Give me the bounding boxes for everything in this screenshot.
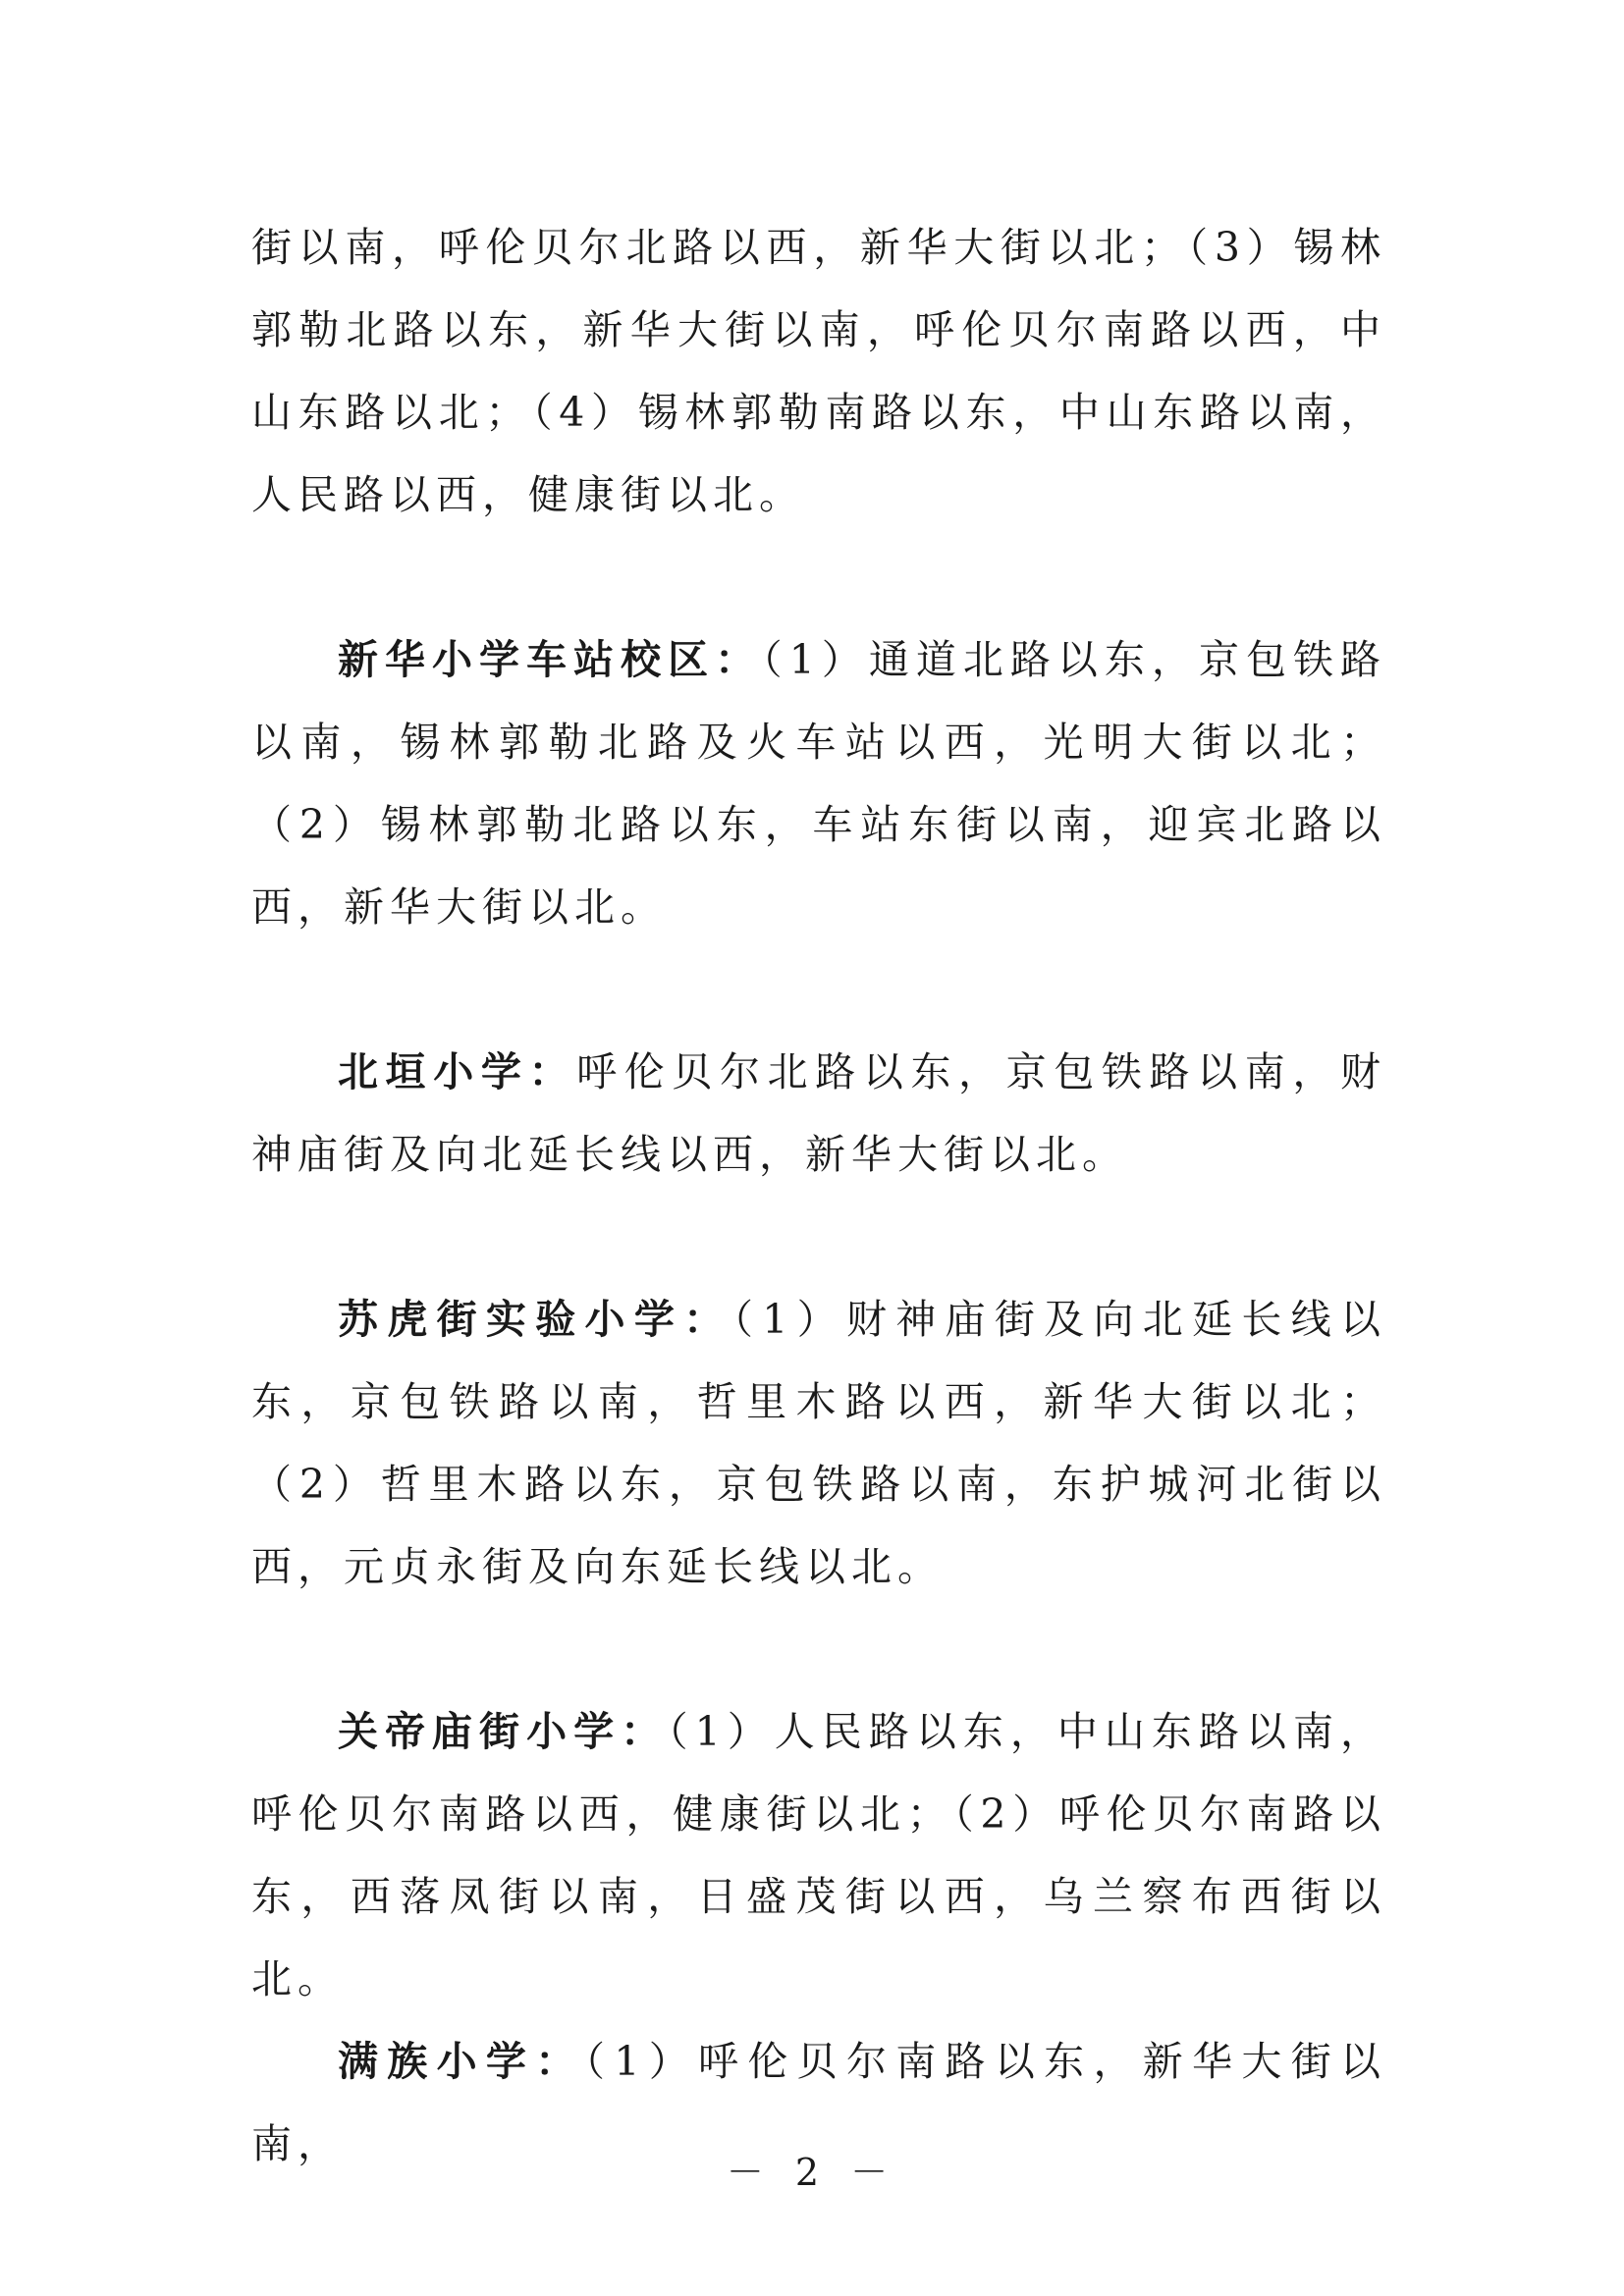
paragraph-label: 关帝庙街小学： xyxy=(338,1708,669,1755)
paragraph-text: （1）呼伦贝尔南路以东，新华大街以南， xyxy=(251,2038,1386,2167)
page-number: － 2 － xyxy=(726,2151,898,2194)
paragraph-suhujie-school xyxy=(251,1278,1386,1608)
paragraph-guandimiao-school xyxy=(251,1690,1386,2020)
paragraph-beiyuan-school xyxy=(251,1031,1386,1196)
paragraph-text: （1）财神庙街及向北延长线以东，京包铁路以南，哲里木路以西，新华大街以北；（2）哲里木路以东，京包铁路以南，东护城河北街以西，元贞永街及向东延长线以北。 xyxy=(251,1296,1387,1590)
paragraph-label: 满族小学： xyxy=(338,2038,585,2085)
paragraph-label: 新华小学车站校区： xyxy=(338,636,763,683)
paragraph-xinhua-station-campus xyxy=(251,618,1386,948)
paragraph-continuation xyxy=(251,206,1386,536)
paragraph-text: （1）通道北路以东，京包铁路以南，锡林郭勒北路及火车站以西，光明大街以北；（2）锡林郭勒北路以东，车站东街以南，迎宾北路以西，新华大街以北。 xyxy=(251,636,1386,931)
paragraph-text: （1）人民路以东，中山东路以南，呼伦贝尔南路以西，健康街以北；（2）呼伦贝尔南路以东，西落凤街以南，日盛茂街以西，乌兰察布西街以北。 xyxy=(251,1708,1387,2002)
paragraph-text: 呼伦贝尔北路以东，京包铁路以南，财神庙街及向北延长线以西，新华大街以北。 xyxy=(251,1048,1387,1178)
paragraph-label: 苏虎街实验小学： xyxy=(338,1296,733,1343)
paragraph-label: 北垣小学： xyxy=(338,1048,577,1095)
paragraph-text: 街以南，呼伦贝尔北路以西，新华大街以北；（3）锡林郭勒北路以东，新华大街以南，呼伦贝尔南路以西，中山东路以北；（4）锡林郭勒南路以东，中山东路以南，人民路以西，健康街以北。 xyxy=(251,224,1386,518)
